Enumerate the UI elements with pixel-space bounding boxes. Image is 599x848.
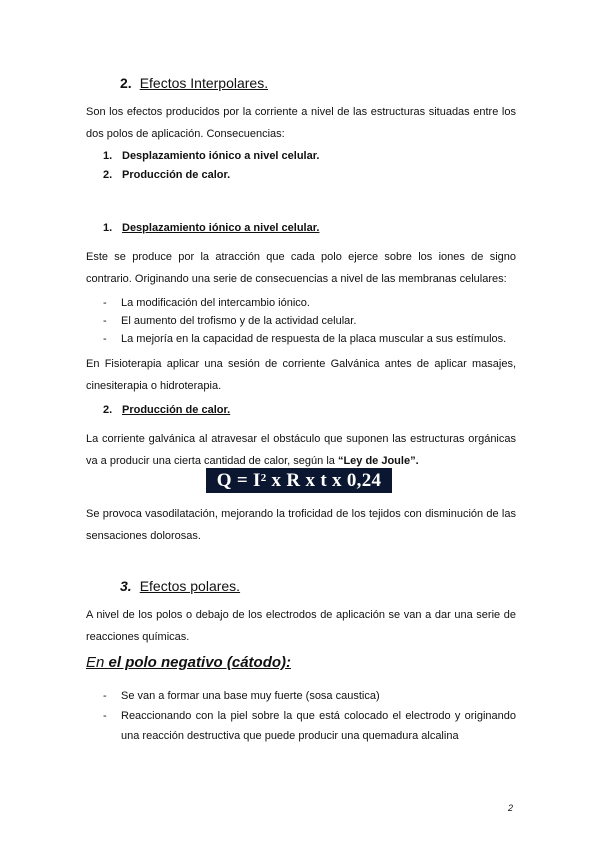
section-2-heading — [120, 75, 268, 91]
subsection-1-number: 1. — [103, 222, 113, 234]
subsection-1-text: Este se produce por la atracción que cada polo ejerce sobre los iones de signo contrario. Originando una serie de consecuencias a nivel de las membranas celulares: — [86, 251, 516, 285]
consequences-list — [103, 147, 319, 185]
list-item: - La mejoría en la capacidad de respuesta de la placa muscular a sus estímulos. — [103, 333, 507, 345]
subsection-2-heading — [103, 404, 230, 416]
page-number: 2 — [508, 803, 514, 813]
section-3-number: 3. — [120, 578, 132, 594]
joule-law-label: “Ley de Joule” — [337, 455, 416, 467]
list-item: - Reaccionando con la piel sobre la que está colocado el electrodo y originando una reacción destructiva que puede producir una quemadura alcalina — [103, 710, 516, 742]
negative-pole-heading: En el polo negativo (cátodo): — [86, 654, 292, 671]
physiotherapy-note: En Fisioterapia aplicar una sesión de corriente Galvánica antes de aplicar masajes, cinesiterapia o hidroterapia. — [86, 358, 516, 392]
subsection-1-heading — [103, 222, 319, 234]
list-item: 2. Producción de calor. — [103, 169, 231, 181]
list-item: - Se van a formar una base muy fuerte (sosa caustica) — [103, 690, 380, 702]
section-2-number: 2. — [120, 75, 132, 91]
section-2-title: Efectos Interpolares. — [139, 75, 269, 91]
subsection-2-number: 2. — [103, 404, 113, 416]
list-item: - La modificación del intercambio iónico. — [103, 297, 310, 309]
subsection-2-title: Producción de calor. — [122, 404, 231, 416]
subsection-1-title: Desplazamiento iónico a nivel celular. — [122, 222, 320, 234]
membrane-effects-list — [103, 294, 516, 348]
list-item: 1. Desplazamiento iónico a nivel celular. — [103, 150, 320, 162]
section-3-intro: A nivel de los polos o debajo de los electrodos de aplicación se van a dar una serie de reacciones químicas. — [86, 609, 516, 643]
joule-formula: $Q = I^2$ x R x t x 0,24 — [206, 468, 392, 493]
negative-pole-reactions-list — [103, 686, 516, 746]
subsection-2-text: La corriente galvánica al atravesar el obstáculo que suponen las estructuras orgánicas va a producir una cierta cantidad de calor, según la “Ley de Joule”. — [86, 433, 516, 467]
list-item: - El aumento del trofismo y de la actividad celular. — [103, 315, 357, 327]
section-3-title: Efectos polares. — [139, 578, 241, 594]
vasodilation-effect: Se provoca vasodilatación, mejorando la troficidad de los tejidos con disminución de las sensaciones dolorosas. — [86, 508, 516, 542]
section-3-heading — [120, 578, 240, 594]
section-2-intro: Son los efectos producidos por la corriente a nivel de las estructuras situadas entre los dos polos de aplicación. Consecuencias: — [86, 106, 516, 140]
